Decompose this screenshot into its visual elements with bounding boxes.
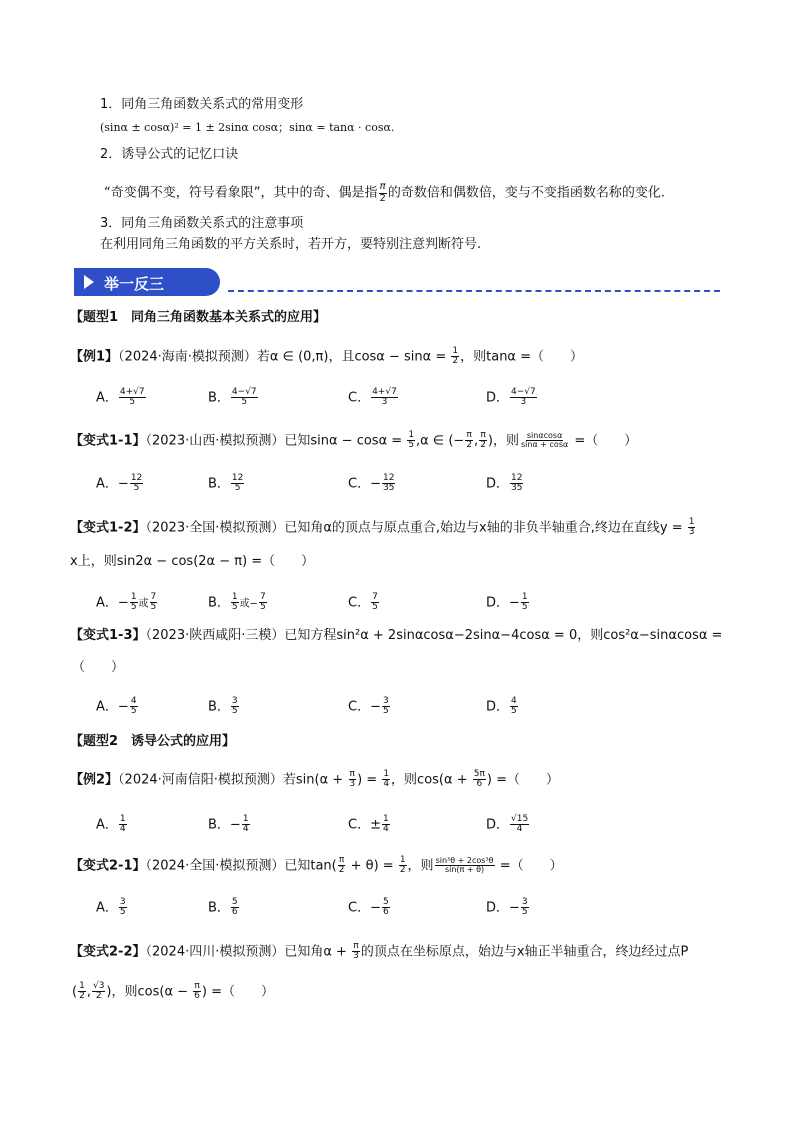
note-3-text: 在利用同角三角函数的平方关系时，若开方，要特别注意判断符号. bbox=[100, 237, 482, 252]
banner-dashed-divider bbox=[228, 290, 720, 292]
variant-1-1-option-a[interactable]: A．− $\frac{12}{5}$ bbox=[96, 473, 143, 494]
variant-2-2-stem-line1: 【变式2-2】（2024·四川·模拟预测）已知角α + $\frac{\pi}{3}$ 的顶点在坐标原点，始边与x轴正半轴重合，终边经过点P bbox=[70, 941, 689, 962]
example-2-option-a[interactable]: A． $\frac{1}{4}$ bbox=[96, 814, 126, 835]
variant-2-1-option-c[interactable]: C．− $\frac{5}{6}$ bbox=[348, 897, 389, 918]
variant-1-2-stem-line2: x上，则sin2α − cos(2α − π) =（ ） bbox=[70, 554, 315, 569]
example-2-option-d[interactable]: D． $\frac{√15}{4}$ bbox=[486, 814, 529, 835]
note-1-title: 1．同角三角函数关系式的常用变形 bbox=[100, 97, 304, 112]
section-2-title: 【题型2 诱导公式的应用】 bbox=[70, 734, 236, 749]
note-2-text: “奇变偶不变，符号看象限”，其中的奇、偶是指 $\frac{\pi}{2}$ 的奇数倍和偶数倍，变与不变指函数名称的变化. bbox=[104, 181, 665, 204]
example-1-option-c[interactable]: C． $\frac{4+√7}{3}$ bbox=[348, 387, 397, 408]
play-triangle-icon bbox=[84, 275, 94, 289]
section-1-title: 【题型1 同角三角函数基本关系式的应用】 bbox=[70, 310, 327, 325]
variant-1-2-option-b[interactable]: B． $\frac{1}{5}$ 或− $\frac{7}{5}$ bbox=[208, 592, 266, 613]
variant-1-3-option-c[interactable]: C．− $\frac{3}{5}$ bbox=[348, 696, 389, 717]
note-2-title: 2．诱导公式的记忆口诀 bbox=[100, 147, 239, 162]
variant-1-3-option-a[interactable]: A．− $\frac{4}{5}$ bbox=[96, 696, 137, 717]
variant-2-2-stem-line2: ( $\frac{1}{2}$ , $\frac{√3}{2}$ )，则cos(α − $\frac{\pi}{6}$ ) =（ ） bbox=[72, 981, 275, 1002]
variant-1-3-option-b[interactable]: B． $\frac{3}{5}$ bbox=[208, 696, 238, 717]
example-1-option-a[interactable]: A． $\frac{4+√7}{5}$ bbox=[96, 387, 145, 408]
variant-1-2-option-a[interactable]: A．− $\frac{1}{5}$ 或 $\frac{7}{5}$ bbox=[96, 592, 157, 613]
example-1-option-b[interactable]: B． $\frac{4-√7}{5}$ bbox=[208, 387, 257, 408]
variant-1-1-option-d[interactable]: D． $\frac{12}{35}$ bbox=[486, 473, 523, 494]
variant-2-1-option-a[interactable]: A． $\frac{3}{5}$ bbox=[96, 897, 126, 918]
variant-1-1-option-b[interactable]: B． $\frac{12}{5}$ bbox=[208, 473, 244, 494]
variant-1-2-option-c[interactable]: C． $\frac{7}{5}$ bbox=[348, 592, 378, 613]
example-2-option-c[interactable]: C．± $\frac{1}{4}$ bbox=[348, 814, 389, 835]
variant-1-2-stem-line1: 【变式1-2】（2023·全国·模拟预测）已知角α的顶点与原点重合,始边与x轴的非负半轴重合,终边在直线y = $\frac{1}{3}$ bbox=[70, 517, 695, 538]
variant-1-3-stem-line1: 【变式1-3】（2023·陕西咸阳·三模）已知方程sin²α + 2sinαcosα−2sinα−4cosα = 0，则cos²α−sinαcosα = bbox=[70, 628, 723, 643]
variant-1-2-option-d[interactable]: D．− $\frac{1}{5}$ bbox=[486, 592, 528, 613]
banner-label: 举一反三 bbox=[104, 275, 165, 293]
variant-1-3-option-d[interactable]: D． $\frac{4}{5}$ bbox=[486, 696, 517, 717]
variant-1-1-option-c[interactable]: C．− $\frac{12}{35}$ bbox=[348, 473, 395, 494]
variant-1-3-stem-line2: （ ） bbox=[72, 660, 125, 675]
variant-2-1-option-b[interactable]: B． $\frac{5}{6}$ bbox=[208, 897, 238, 918]
variant-2-1-stem: 【变式2-1】（2024·全国·模拟预测）已知tan( $\frac{\pi}{2}$ + θ) = $\frac{1}{2}$ ，则 $\frac{\text{sin³θ + 2cos³θ}}{\sin(\pi + \theta)}$ =（ ） bbox=[70, 855, 563, 876]
note-3-title: 3．同角三角函数关系式的注意事项 bbox=[100, 216, 304, 231]
example-2-option-b[interactable]: B．− $\frac{1}{4}$ bbox=[208, 814, 249, 835]
example-1-option-d[interactable]: D． $\frac{4-√7}{3}$ bbox=[486, 387, 536, 408]
variant-1-1-stem: 【变式1-1】（2023·山西·模拟预测）已知sinα − cosα = $\frac{1}{5}$ ,α ∈ (− $\frac{\pi}{2}$ , $\frac{\pi}{2}$ )，则 $\frac{\sin\alpha\cos\alpha}{\sin\alpha + \cos\alpha}$ =（ ） bbox=[70, 430, 638, 451]
example-1-stem: 【例1】（2024·海南·模拟预测）若α ∈ (0,π)，且cosα − sinα = $\frac{1}{2}$ ，则tanα =（ ） bbox=[70, 346, 584, 367]
note-1-formula: (sinα ± cosα)² = 1 ± 2sinα cosα；sinα = tanα · cosα. bbox=[100, 121, 395, 134]
example-2-stem: 【例2】（2024·河南信阳·模拟预测）若sin(α + $\frac{\pi}{3}$ ) = $\frac{1}{4}$ ，则cos(α + $\frac{5\pi}{6}$ ) =（ ） bbox=[70, 769, 559, 790]
variant-2-1-option-d[interactable]: D．− $\frac{3}{5}$ bbox=[486, 897, 528, 918]
